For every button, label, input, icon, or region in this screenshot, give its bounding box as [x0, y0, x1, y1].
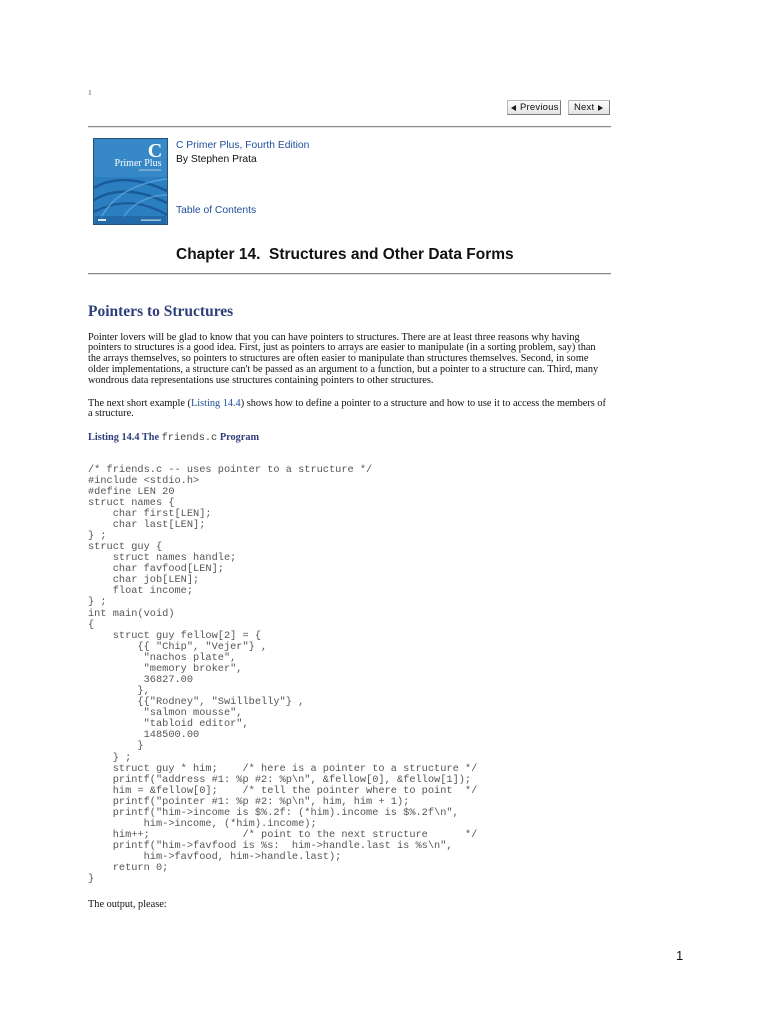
- paragraph-line: a structure.: [88, 408, 134, 420]
- paragraph-line: older implementations, a structure can't be passed as an argument to a function, but a pointer to a structure can. Third, many: [88, 364, 599, 376]
- code-line: {{"Rodney", "Swillbelly"} ,: [88, 696, 305, 709]
- code-line: char first[LEN];: [88, 507, 212, 520]
- code-line: } ;: [88, 751, 132, 764]
- paragraph-text: The next short example (: [88, 397, 191, 409]
- output-intro: The output, please:: [88, 898, 167, 910]
- cover-author-mark: [141, 220, 161, 221]
- book-cover-graphic: [93, 138, 168, 225]
- top-divider: [88, 126, 611, 128]
- code-line: char last[LEN];: [88, 518, 206, 531]
- code-line: him++; /* point to the next structure */: [88, 829, 478, 842]
- code-line: "tabloid editor",: [88, 718, 249, 731]
- code-listing: [88, 465, 477, 886]
- page-number: 1: [676, 948, 684, 963]
- code-line: struct guy fellow[2] = {: [88, 629, 262, 642]
- code-line: /* friends.c -- uses pointer to a structure */: [88, 463, 373, 476]
- code-line: },: [88, 685, 150, 698]
- code-line: float income;: [88, 585, 194, 598]
- paragraph-line: wondrous data representations use structures containing pointers to other structures.: [88, 375, 434, 387]
- paragraph-text: ) shows how to define a pointer to a structure and how to use it to access the members of: [240, 397, 606, 409]
- code-line: return 0;: [88, 862, 169, 875]
- code-line: him->income, (*him).income);: [88, 818, 317, 830]
- listing-link[interactable]: Listing 14.4: [190, 397, 241, 409]
- caption-suffix: Program: [217, 431, 260, 443]
- code-line: }: [88, 873, 95, 886]
- code-line: "nachos plate",: [88, 651, 237, 664]
- code-line: struct names handle;: [88, 552, 237, 565]
- code-line: } ;: [88, 596, 107, 609]
- code-line: "memory broker",: [88, 662, 243, 675]
- book-title-link[interactable]: C Primer Plus, Fourth Edition: [176, 140, 310, 151]
- chapter-divider: [88, 273, 611, 275]
- code-line: char favfood[LEN];: [88, 563, 224, 576]
- code-line: struct names {: [88, 496, 175, 509]
- code-line: printf("pointer #1: %p #2: %p\n", him, him + 1);: [88, 795, 410, 808]
- code-line: char job[LEN];: [88, 574, 200, 587]
- code-line: {{ "Chip", "Vejer"} ,: [88, 640, 268, 653]
- table-of-contents-link[interactable]: Table of Contents: [176, 205, 257, 216]
- caption-filename: friends.c: [161, 431, 218, 444]
- section-heading: Pointers to Structures: [88, 303, 234, 320]
- code-line: struct guy * him; /* here is a pointer to a structure */: [88, 762, 478, 775]
- code-line: 148500.00: [88, 729, 200, 742]
- listing-caption: [88, 432, 259, 444]
- book-cover-image: [93, 138, 168, 225]
- paragraph-line: [88, 399, 606, 410]
- intro-paragraph: [88, 333, 598, 388]
- next-button[interactable]: [568, 100, 610, 115]
- next-label: Next: [574, 102, 595, 113]
- code-line: him->favfood, him->handle.last);: [88, 851, 342, 864]
- code-line: printf("him->income is $%.2f: (*him).income is $%.2f\n",: [88, 806, 459, 819]
- cover-letter: C: [147, 140, 163, 162]
- previous-button[interactable]: [507, 100, 561, 115]
- cover-title: Primer Plus: [114, 158, 162, 169]
- page-marker: 1: [88, 88, 92, 97]
- cover-subtitle-mark: [139, 170, 161, 171]
- code-line: him = &fellow[0]; /* tell the pointer where to point */: [88, 784, 478, 797]
- code-line: #define LEN 20: [88, 485, 175, 498]
- code-line: {: [88, 618, 95, 631]
- example-paragraph: [88, 399, 606, 421]
- triangle-left-icon: [511, 105, 516, 111]
- code-line: #include <stdio.h>: [88, 474, 200, 487]
- book-author: By Stephen Prata: [176, 154, 257, 165]
- cover-publisher-mark: [98, 219, 106, 221]
- paragraph-line: pointers to structures is a good idea. First, just as pointers to arrays are easier to manipulate (in a sorting problem, say) than: [88, 342, 596, 354]
- code-line: printf("address #1: %p #2: %p\n", &fellow[0], &fellow[1]);: [88, 773, 472, 786]
- paragraph-line: Pointer lovers will be glad to know that you can have pointers to structures. There are at least three reasons why having: [88, 331, 580, 343]
- code-line: 36827.00: [88, 673, 194, 686]
- book-info: [176, 139, 309, 167]
- code-line: } ;: [88, 529, 107, 542]
- code-line: }: [88, 740, 144, 753]
- code-line: int main(void): [88, 607, 175, 620]
- caption-prefix: Listing 14.4 The: [88, 431, 162, 443]
- previous-label: Previous: [520, 102, 559, 113]
- code-line: struct guy {: [88, 541, 163, 554]
- code-line: printf("him->favfood is %s: him->handle.last is %s\n",: [88, 840, 453, 853]
- chapter-title: Chapter 14. Structures and Other Data Forms: [176, 246, 514, 263]
- code-line: "salmon mousse",: [88, 707, 243, 720]
- paragraph-line: the arrays themselves, so pointers to structures are often easier to manipulate than structures themselves. Second, in some: [88, 353, 589, 365]
- triangle-right-icon: [598, 105, 603, 111]
